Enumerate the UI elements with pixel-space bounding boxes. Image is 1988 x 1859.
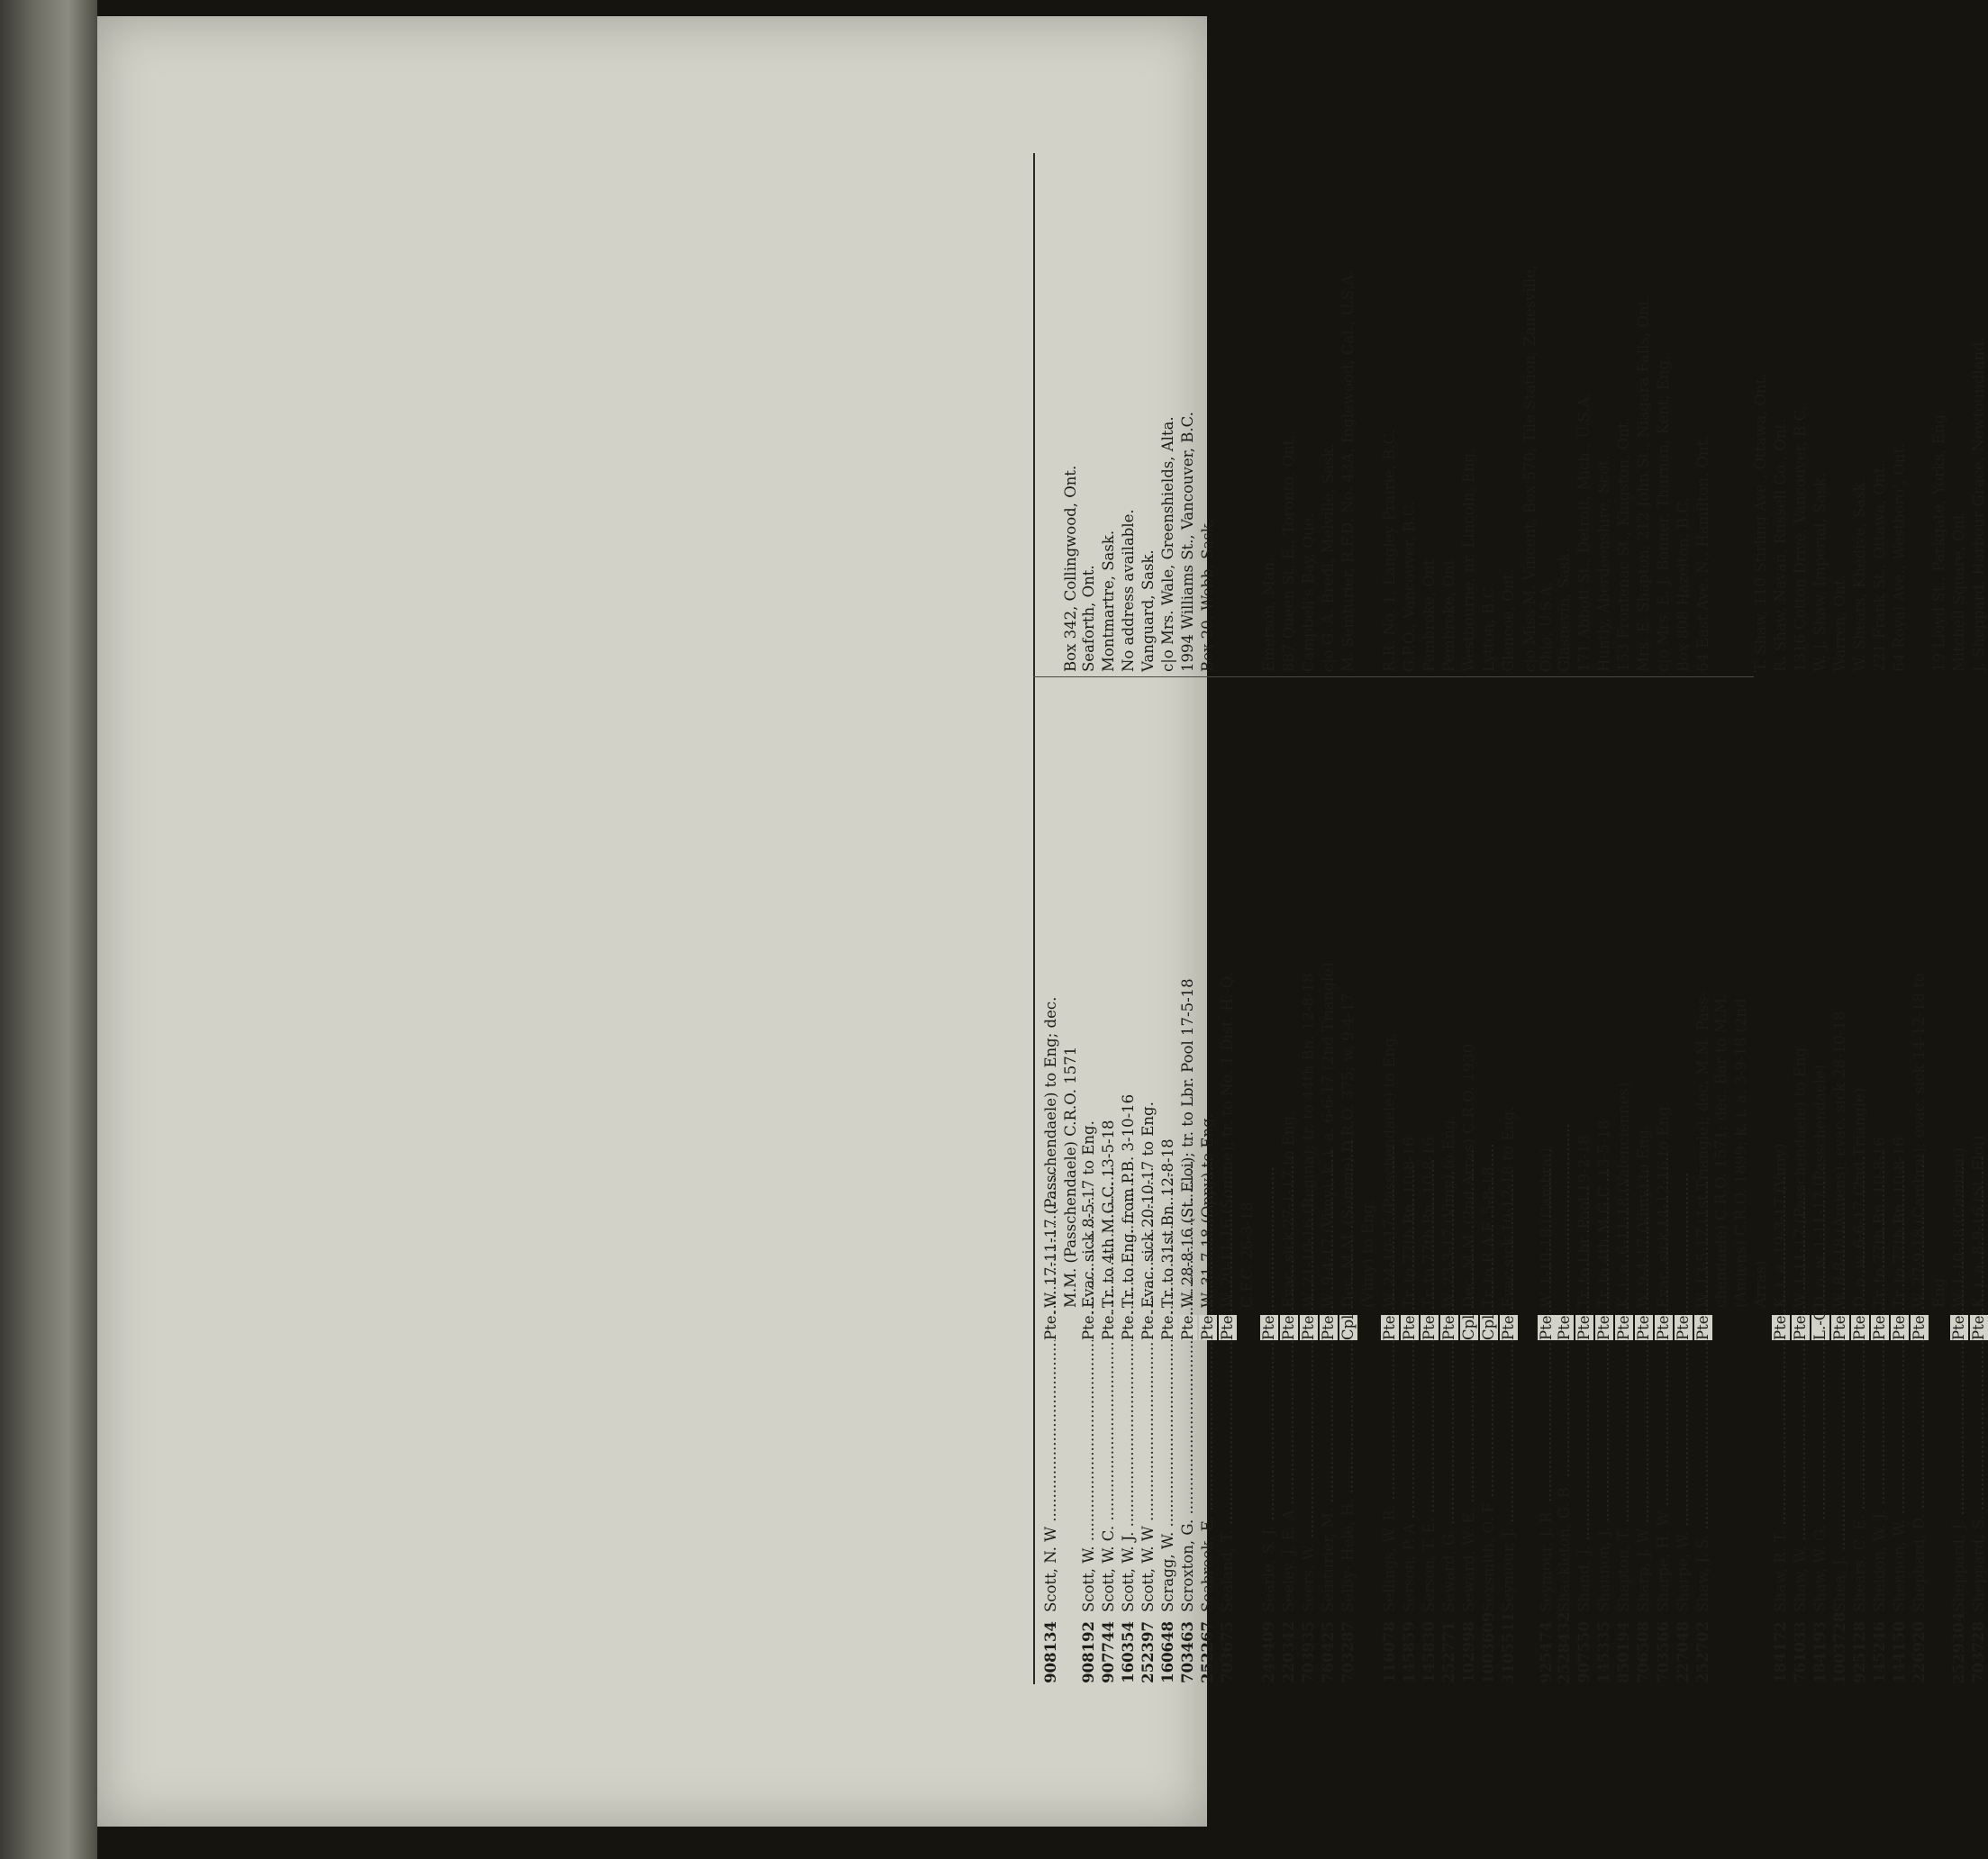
service-record: Arras) (1752, 1260, 1769, 1308)
soldier-name: Scragg, W. ..... (1159, 1338, 1177, 1612)
service-record: Tr. to R.A.F. 5-8-18 (1480, 1166, 1497, 1308)
table-row (1595, 135, 1613, 1684)
soldier-name: Scott, W. W ..... (1139, 1338, 1157, 1612)
service-record: (Amiens) C.R.O. 1899; k. i. a. 3-9-18 (2nd (1732, 998, 1749, 1308)
service-number: 761033 (1792, 1621, 1809, 1683)
table-row (1500, 135, 1518, 1684)
rank: Pte. (1500, 1310, 1517, 1340)
soldier-name: Seymour, J. R. ..... (1538, 1338, 1556, 1612)
address: 153 Frontenac St., Kingston, Ont. (1615, 417, 1632, 672)
rank: Pte. (1100, 1310, 1117, 1340)
soldier-name: Shand, J. ..... (1575, 1338, 1593, 1612)
rank: Pte. (1139, 1310, 1157, 1340)
rank: Pte. (1421, 1310, 1438, 1340)
rank: Pte. (1401, 1310, 1418, 1340)
table-row (1675, 135, 1693, 1684)
soldier-name: Scott, W. C. ..... (1100, 1338, 1118, 1612)
service-number: 703728 (1970, 1621, 1987, 1683)
service-number: 249409 (1260, 1621, 1277, 1683)
soldier-name: Shaw, J. S. ..... (1694, 1338, 1712, 1612)
table-row (1694, 135, 1712, 1684)
service-number: 1003609 (1480, 1611, 1497, 1684)
address: 887 Queen St. E., Toronto, Ont. (1280, 434, 1297, 672)
soldier-name: Shackleton, G. B. ..... (1556, 1338, 1574, 1612)
service-number: 160648 (1159, 1621, 1176, 1683)
address: Campbell's Bay, Que. (1300, 512, 1317, 672)
table-row (1538, 135, 1556, 1684)
address: Mrs. E. Shapton, 212 John St., Niagara Falls, Ont. (1635, 295, 1652, 672)
table-row (1300, 135, 1318, 1684)
table-row (1062, 135, 1080, 1684)
service-record: C.F.C. 26-3-18 (1239, 1202, 1256, 1308)
service-number: 706508 (1635, 1621, 1652, 1683)
rank: Pte. (1320, 1310, 1337, 1340)
table-row (1712, 135, 1730, 1684)
service-number: 252771 (1440, 1621, 1457, 1683)
rank: Pte. (1440, 1310, 1457, 1340)
rank: Pte. (1042, 1310, 1059, 1340)
address: Mitchell Square, Ont. (1950, 509, 1967, 672)
soldier-name: Sellings, W. R. ..... (1381, 1338, 1399, 1612)
soldier-name: Searle, S. J. ..... (1260, 1338, 1278, 1612)
soldier-name: Shephard, D. ..... (1911, 1338, 1929, 1612)
table-row (1635, 135, 1653, 1684)
service-number: 252397 (1139, 1621, 1157, 1683)
address: G.P.O., Vancouver, B.C. (1401, 500, 1418, 672)
service-number: 703287 (1339, 1621, 1357, 1683)
soldier-name: Shaw, R. T. ..... (1772, 1338, 1790, 1612)
soldier-name: Scott, W. J. ..... (1120, 1338, 1138, 1612)
service-record: Evac. sick 14-12-16 to Eng. (1655, 1102, 1672, 1308)
service-number: 184193 (1811, 1621, 1829, 1683)
service-record: K. i. a. 19-3-17 (Vimy) (1772, 1143, 1789, 1308)
soldier-name: Scott, W. ..... (1080, 1338, 1098, 1612)
service-number: 703463 (1179, 1621, 1196, 1683)
service-record: W. 9-4-17 (Vimy); k. i. a. 6-6-17 (2nd Triangle) (1320, 962, 1337, 1308)
address: Pembroke, Ont (1421, 558, 1438, 672)
table-row (1930, 135, 1948, 1684)
service-record: W. 20-11-16 (Somme); tr. to No. 1 Dist. H.-Q. (1219, 972, 1236, 1308)
service-record: W. 28-8-16 (St. Eloi); tr. to Lbr. Pool 17-5-18 (1179, 978, 1196, 1308)
rank: Pte. (1538, 1310, 1555, 1340)
service-record: Evac. sick 20-10-17 to Eng. (1139, 1102, 1157, 1308)
service-number: 925128 (1851, 1621, 1868, 1683)
soldier-name: Seward, W. E. ..... (1460, 1338, 1478, 1612)
service-number: 220342 (1280, 1621, 1297, 1683)
service-number: 703935 (1300, 1621, 1317, 1683)
soldier-name: Seabrook, E. ..... (1199, 1338, 1217, 1612)
soldier-name: Serson, T. E. ..... (1421, 1338, 1439, 1612)
address: Vanguard, Sask. (1139, 549, 1157, 672)
rank: Pte. (1635, 1310, 1652, 1340)
service-record: W. 8-8-18 (Amiens); evac. sick 28-10-18 (1831, 1011, 1848, 1308)
rank: Cpl. (1460, 1310, 1477, 1340)
service-number: 145830 (1421, 1621, 1438, 1683)
rank: Pte. (1219, 1310, 1236, 1340)
rank: Pte. (1595, 1310, 1612, 1340)
service-record: Evac sick 10-12-18 to Eng. (1500, 1106, 1517, 1308)
address: R. Shaw, Navan, Russell Co., Ont. (1772, 418, 1789, 672)
service-record: W. 13-5-17 (1st Triangle); dec. M.M. Pass- (1694, 992, 1711, 1308)
service-number: 925474 (1538, 1621, 1555, 1683)
address: Lytton, B.C. (1480, 583, 1497, 672)
service-record: W. 1-10-18 (Cambrai) (1538, 1147, 1555, 1308)
address: Glencoe, Ont. (1500, 568, 1517, 672)
table-row (1891, 135, 1909, 1684)
rank: Pte. (1891, 1310, 1908, 1340)
rank: Pte. (1970, 1310, 1987, 1340)
service-number: 1003728 (1831, 1611, 1848, 1684)
service-record: W. 9-4-17 (Vimy) to Eng. (1635, 1124, 1652, 1308)
service-number: 908192 (1080, 1621, 1097, 1683)
service-record: Tr. to 77th Bn. 10-8-16 (1421, 1137, 1438, 1308)
address: 171 Abbott St., Detroit, Mich., U.S.A. (1575, 392, 1593, 672)
rank: Pte. (1199, 1310, 1216, 1340)
top-rule (1033, 153, 1035, 1684)
service-record: (Vimy) to Eng. (1359, 1199, 1376, 1308)
rank: Pte. (1575, 1310, 1593, 1340)
soldier-name: Seinturier, M. ..... (1320, 1338, 1338, 1612)
table-row (1280, 135, 1298, 1684)
table-row (1339, 135, 1357, 1684)
table-row (1792, 135, 1810, 1684)
service-number: 907744 (1100, 1621, 1117, 1683)
table-row (1421, 135, 1439, 1684)
rank: Pte. (1675, 1310, 1692, 1340)
table-row (1480, 135, 1498, 1684)
service-record: Tr. to 77th Bn. 10-8-16 (1401, 1137, 1418, 1308)
table-row (1100, 135, 1118, 1684)
service-record: Tr. to 77th Bn. 10-8-16 (1891, 1137, 1908, 1308)
rank: Pte. (1260, 1310, 1277, 1340)
address: 221 Frank St., Ottawa, Ont. (1871, 462, 1888, 672)
service-number: 145859 (1401, 1621, 1418, 1683)
address: Box 808 Hazelton, B.C. (1675, 497, 1692, 672)
address: Emerson, Man. (1260, 557, 1277, 672)
service-record: W. 1-10-18 (Cambrai) (1950, 1147, 1967, 1308)
rank: Pte. (1655, 1310, 1672, 1340)
service-record: Dec. M.M. (Somme) D.R.O. 375; w. 9-4-17 (1339, 993, 1357, 1308)
service-number: 144150 (1891, 1621, 1908, 1683)
rank: Pte. (1280, 1310, 1297, 1340)
address: No address available. (1120, 509, 1137, 672)
address: 64 Royal Ave., Westboro', Ont. (1891, 442, 1908, 672)
table-row (1811, 135, 1829, 1684)
address: c|o G. A. Bredl, Melville, Sask. (1320, 443, 1337, 672)
service-record: Tr. to 31st Bn. 12-8-18 (1159, 1138, 1176, 1308)
table-row (1120, 135, 1138, 1684)
address: Huntly, Aberdeenshire, Scot. (1595, 455, 1612, 672)
rank: Pte. (1556, 1310, 1573, 1340)
table-row (1080, 135, 1098, 1684)
soldier-name: Sharpe, W. ..... (1675, 1338, 1693, 1612)
service-number: 703566 (1655, 1621, 1672, 1683)
service-record: K. i. a. 8-9-16 (St. Eloi) (1970, 1135, 1987, 1308)
soldier-name: Shea, J. ..... (1831, 1338, 1849, 1612)
address: Seaforth, Ont. (1080, 565, 1097, 672)
address: Glasnevin, Sask. (1556, 548, 1573, 672)
table-row (1772, 135, 1790, 1684)
service-number: 102998 (1460, 1621, 1477, 1683)
address: Ohio, U.S.A. (1538, 581, 1555, 672)
address: c|o Mrs. Wale, Greenshields, Alta. (1159, 416, 1176, 672)
service-record: Tr. to 4th M.G.C. 13-5-18 (1100, 1120, 1117, 1308)
table-row (1199, 135, 1217, 1684)
soldier-name: Sheppard, J. ..... (1950, 1338, 1968, 1612)
service-record: K. i. a. 6-11-18 (Valenciennes) (1615, 1082, 1632, 1308)
service-record: W. 24-10-17 (Passchendaele) to Eng. (1381, 1033, 1398, 1308)
rank: Pte. (1871, 1310, 1888, 1340)
table-row (1615, 135, 1633, 1684)
rank: Pte. (1300, 1310, 1317, 1340)
table-row (1575, 135, 1593, 1684)
soldier-name: Sealand, T. ..... (1219, 1338, 1237, 1612)
address: Box 20, Webb, Sask. (1199, 519, 1216, 672)
soldier-name: Sexsmith, O. F ..... (1480, 1338, 1498, 1612)
table-row (1521, 135, 1539, 1684)
soldier-name: Seward, G. ..... (1440, 1338, 1458, 1612)
address: Warren, Ont. (1831, 574, 1848, 672)
service-number: 703675 (1219, 1621, 1236, 1683)
rank: Pte. (1120, 1310, 1137, 1340)
service-number: 252702 (1694, 1621, 1711, 1683)
table-row (1911, 135, 1929, 1684)
service-number: 908134 (1042, 1621, 1059, 1683)
rank: Pte. (1950, 1310, 1967, 1340)
rank: Pte. (1159, 1310, 1176, 1340)
rank: Pte. (1911, 1310, 1928, 1340)
service-number: 3105511 (1500, 1611, 1517, 1684)
table-row (1950, 135, 1968, 1684)
table-row (1831, 135, 1849, 1684)
service-record: Evac. sick 8-5-17 to Eng. (1080, 1120, 1097, 1308)
address: 64 East Ave. N., Hamilton, Ont. (1694, 435, 1711, 672)
table-row (1219, 135, 1237, 1684)
table-row (1752, 135, 1770, 1684)
table-row (1139, 135, 1157, 1684)
address: Montmartre, Sask. (1100, 530, 1117, 672)
address: Westbourne, nr. Lincoln, Eng. (1460, 448, 1477, 672)
table-row (1179, 135, 1197, 1684)
table-row (1320, 135, 1338, 1684)
service-record: M.M. (Passchendaele) C.R.O. 1571 (1062, 1046, 1079, 1308)
soldier-name: Shears, C. E. ..... (1851, 1338, 1869, 1612)
table-row (1359, 135, 1377, 1684)
table-row (1871, 135, 1889, 1684)
service-record: chendaele) C.R.O. 1571; dec. Bar to M.M. (1712, 993, 1729, 1308)
rank: Pte. (1851, 1310, 1868, 1340)
address: J. Sheppard, Harbour Grace, Newfoundland. (1970, 337, 1987, 672)
table-row (1239, 135, 1257, 1684)
table-row (1440, 135, 1458, 1684)
address: 19 Lloyd St., Parkgate, Yorks, Eng. (1930, 409, 1947, 672)
rank: Cpl. (1480, 1310, 1497, 1340)
soldier-name: Seers, W. ..... (1300, 1338, 1318, 1612)
address: 1316 Cotton Drive, Vancouver, B.C. (1792, 405, 1809, 672)
soldier-name: Scroxton, G. ..... (1179, 1338, 1197, 1612)
service-number: 116078 (1381, 1621, 1398, 1683)
table-row (1970, 135, 1988, 1684)
table-row (1042, 135, 1060, 1684)
soldier-name: Shaw, W. ..... (1792, 1338, 1810, 1612)
rank: Pte. (1831, 1310, 1848, 1340)
service-number: 907550 (1575, 1621, 1593, 1683)
table-row (1851, 135, 1869, 1684)
soldier-name: Serson, P. A ..... (1401, 1338, 1419, 1612)
table-row (1556, 135, 1574, 1684)
soldier-name: Shannon, J. ..... (1595, 1338, 1613, 1612)
service-number: 2529304 (1950, 1611, 1967, 1684)
service-record: W. 27-9-18 (Cambrai); evac. sick 14-12-18 to (1911, 973, 1928, 1308)
table-row (1460, 135, 1478, 1684)
soldier-name: Seeley, J. E. A ..... (1280, 1338, 1298, 1612)
soldier-name: Scott, N. W ..... (1042, 1338, 1060, 1612)
soldier-name: Seymour, J. ..... (1500, 1338, 1518, 1612)
rank: Pte. (1792, 1310, 1809, 1340)
address: W. Shears, Khedive, Sask. (1851, 477, 1868, 672)
soldier-name: Selby- Hele, H. ..... (1339, 1338, 1357, 1612)
address: M. Seinturier, R.F.D. No. 43A, Inglewood, Cal., U.S.A. (1339, 269, 1357, 672)
rank: L.-C. (1811, 1304, 1829, 1340)
table-row (1260, 135, 1278, 1684)
table-row (1655, 135, 1673, 1684)
service-record: Eng. (1930, 1273, 1947, 1308)
rank: Pte. (1615, 1310, 1632, 1340)
soldier-name: Sharp, J. W ..... (1635, 1338, 1653, 1612)
address: T. Shaw, 110 Stirling Ave., Ottawa, Ont. (1752, 373, 1769, 672)
address: Box 342, Collingwood, Ont. (1062, 465, 1079, 672)
service-number: 145246 (1871, 1621, 1888, 1683)
service-number: 184172 (1772, 1621, 1789, 1683)
rank: Cpl. (1339, 1310, 1357, 1340)
soldier-name: Sharpe, H. W ..... (1655, 1338, 1673, 1612)
service-number: 160354 (1120, 1621, 1137, 1683)
soldier-name: Shaw, W. G. ..... (1811, 1338, 1829, 1612)
address: Pembroke, Ont (1440, 558, 1457, 672)
service-number: 227048 (1675, 1621, 1692, 1683)
service-record: Tr. to Eng. from P.B. 3-10-16 (1120, 1093, 1137, 1308)
service-number: 2528432 (1556, 1611, 1573, 1684)
service-record: Evac. sick 27-1-17 to Eng. (1280, 1111, 1297, 1308)
service-record: W. 31-7-18 (Oppy) to Eng. (1199, 1113, 1216, 1308)
service-number: 252267 (1199, 1621, 1216, 1683)
address: c|o Miss M. Vincent, Box 570, Tile Station, Zanesville, (1521, 264, 1539, 672)
service-record: D. o. w. 6-6-17 (2nd Triangle) (1851, 1087, 1868, 1308)
service-record: Tr. to Lbr. Pool 19-2-18 (1575, 1135, 1593, 1308)
service-number: 226920 (1911, 1621, 1928, 1683)
soldier-name: Shennon, W. ..... (1891, 1338, 1909, 1612)
table-row (1732, 135, 1750, 1684)
soldier-name: Shapton, T. ..... (1615, 1338, 1633, 1612)
rank: Pte. (1694, 1310, 1711, 1340)
service-record: W. 1-11-17 (Passchendaele) to Eng. (1792, 1042, 1809, 1308)
soldier-name: Sheppard, S. ..... (1970, 1338, 1988, 1612)
service-record: W. 17-11-17 (Passchendaele) to Eng; dec. (1042, 996, 1059, 1308)
table-row (1381, 135, 1399, 1684)
service-record: W. 21-10-16 (Regina); tr. to 44th Bn. 12-8-18 (1300, 973, 1317, 1308)
address: R.R. No. 1, Langley Prairie, B.C. (1381, 429, 1398, 672)
rank: Pte. (1381, 1310, 1398, 1340)
table-row (1401, 135, 1419, 1684)
soldier-name: Sheldon, W. J. ..... (1871, 1338, 1889, 1612)
rank: Pte. (1772, 1310, 1789, 1340)
address: c|o Mrs. E. J. Bonner, Thurnan, Kent, Eng. (1655, 355, 1672, 672)
rank: Pte. (1179, 1310, 1196, 1340)
service-record: W. 23-3-17 (Vimy) to Eng. (1440, 1115, 1457, 1308)
service-record: D. o. w. 1-11-17 (Passchendaele) (1811, 1064, 1829, 1308)
service-record: Tr. to 4th M.G.C. 13-5-18 (1595, 1120, 1612, 1308)
service-record: Tr. to 77th Bn. 10-8-16 (1871, 1137, 1888, 1308)
service-record: Dec. M.M. (2nd Arras) C.R.O. 1930 (1460, 1043, 1477, 1308)
service-number: 850194 (1615, 1621, 1632, 1683)
address: W. J. Shaw, Imperial, Sask. (1811, 473, 1829, 672)
nominal-roll-table (1030, 135, 1987, 1684)
address: 1994 Williams St., Vancouver, B.C. (1179, 412, 1196, 672)
service-number: 145335 (1595, 1621, 1612, 1683)
rank: Pte. (1080, 1310, 1097, 1340)
service-number: 760425 (1320, 1621, 1337, 1683)
table-row (1159, 135, 1177, 1684)
